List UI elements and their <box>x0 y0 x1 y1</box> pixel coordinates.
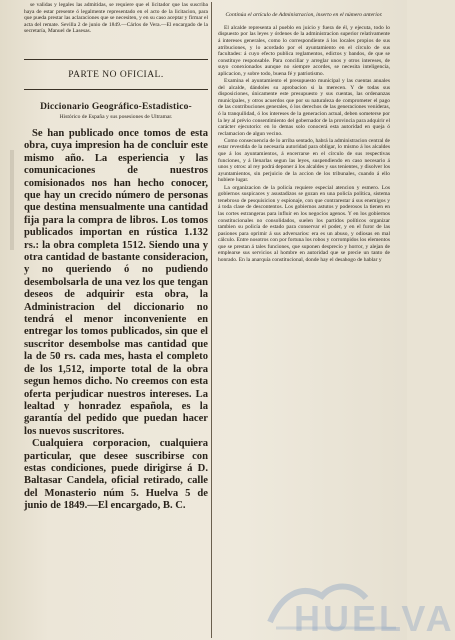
column-divider <box>211 2 212 638</box>
section-title: PARTE NO OFICIAL. <box>68 69 164 80</box>
right-paragraph-2: Examina el ayuntamiento el presupuesto municipal y las cuentas anuales del alcalde, dándoles su aprobacion si la merecen. Y de todas sus disposiciones, únicamente este presupuesto y sus cuentas, las ordenanzas municipales, y otros acuerdos que por su naturaleza de comprometer el pago de las contribuciones generales, ó los derechos de las generaciones venideras, ó la tranquilidad, ó los intereses de la generacion actual, deben someterse por la ley al prévio consentimiento del gobernador de la provincia para adquirir el carácter ejecutorio: en lo demas solo conocerá esta autoridad en queja ó reclamacion de algun vecino. <box>218 78 390 137</box>
right-column-body <box>218 25 390 264</box>
rule-top <box>24 59 208 60</box>
right-paragraph-3: Como consecuencia de lo arriba sentado, habrá la administracion central de estar revestida de la necesaria autoridad para obligar, lo mismo á los alcaldes que á los ayuntamientos, á encerrarse en el círculo de sus respectivas funciones, y á llenarlas segun las leyes, suspendiendo en caso necesario á unos y otros: al rey podrá deponer á los alcaldes y sus tenientes, y disolver los ayuntamientos, sin perjuicio de la accion de los tribunales, cuando á ello hubiere lugar. <box>218 137 391 184</box>
dictionary-subtitle: Histórico de España y sus posesiones de Ultramar. <box>59 113 173 120</box>
dictionary-ad-body <box>24 128 208 513</box>
top-notice-text: se validas y legales las admitidas, se requiere que el licitador que las suscriba haya de estar presente ó legalmente representado en el acto de la licitacion, para que pueda prestar las aclaraciones que se necesiten, y en su caso aceptar y firmar el acta del remate. Sevilla 2 de junio de 1849.—Cárlos de Vera.—El encargado de la secretaría, Manuel de Lasesas. <box>24 2 208 35</box>
dictionary-title: Diccionario Geográfico-Estadistico- <box>40 101 192 112</box>
binding-shadow <box>10 150 14 250</box>
right-paragraph-4: La organizacion de la policía requiere especial atencion y esmero. Los gobiernos suspicaces y asustadizos se gozan en una policía política, sistema tenebroso de pesquisicion y espionaje, con que contrarestar á sus enemigos y á toda clase de descontentos. Los gobiernos astutos y poderosos la tienen en las cortes estrangeras para influir en los negocios agenos. Y en los gobiernos constitucionales no consolidados, suelen los partidos políticos organizar tambien su policía de estado para conservar el poder, y en el furor de las pasiones para oprimir á sus adversarios: era es un abuso, y odiosas en mal cálculo. Entre nosotros con por fortuna los robos y corrompidos los elementos que se prestan á tales funciones, que suponen desprecio y horror, y alejan de emplearse sus servicios al hombre en autoridad que se precie un tanto de honrado. En la anarquía constitucional, donde hay el desahogo de hablar y <box>218 184 390 264</box>
dictionary-paragraph-2: Cualquiera corporacion, cualquiera particular, que desee suscribirse con estas condiciones, puede dirigirse á D. Baltasar Candela, oficial retirado, calle del Monasterio núm 5. Huelva 5 de junio de 1849.—El encargado, B. C. <box>24 438 208 512</box>
left-column <box>24 0 208 640</box>
right-column-heading: Continúa el artículo de Administracion, inserto en el número anterior. <box>225 12 383 18</box>
top-notice <box>24 2 208 35</box>
right-paragraph-1: El alcalde representa al pueblo en juicio y fuera de él, y ejecuta, todo lo dispuesto por las leyes y órdenes de la administracion superior relativamente á intereses generales, como lo correspondiente á los locales propios de sus atribuciones, y lo acordado por el ayuntamiento en el círculo de sus facultades: á cuyo efecto publica reglamentos, edictos y bandos, de que se constituye responsable. Para conciliar y arreglar unos y otros intereses, de suyo conexionados aunque no siempre acordes, se necesita inteligencia, aplicacion, y sobre todo, buena fé y patriotismo. <box>218 24 390 77</box>
dictionary-paragraph-1: Se han publicado once tomos de esta obra, cuya impresion ha de concluir este mismo año. La esperiencia y las comunicaciones de nuestros comisionados nos han hecho conocer, que hay un crecido número de personas que destina mensualmente una cantidad fija para la compra de libros. Los tomos publicados importan en rústica 1.132 rs.: la obra completa 1512. Siendo una y otra cantidad de bastante consideracion, y no queriendo ó no pudiendo desembolsarla de una vez los que tengan deseos de adquirir esta obra, la Administracion del diccionario no tendrá el menor inconveniente en entregar los tomos publicados, sin que el suscritor desembolse mas cantidad que la de 50 rs. cada mes, hasta el completo de los 1,512, importe total de la obra segun hemos dicho. No creemos con esta oferta perjudicar nuestros intereses. La lealtad y honradez española, es la garantía del pedido que puedan hacer los nuevos suscritores. <box>24 127 208 437</box>
right-column <box>218 0 390 640</box>
watermark-text: HUELVA <box>294 598 455 639</box>
rule-bottom <box>24 89 208 90</box>
